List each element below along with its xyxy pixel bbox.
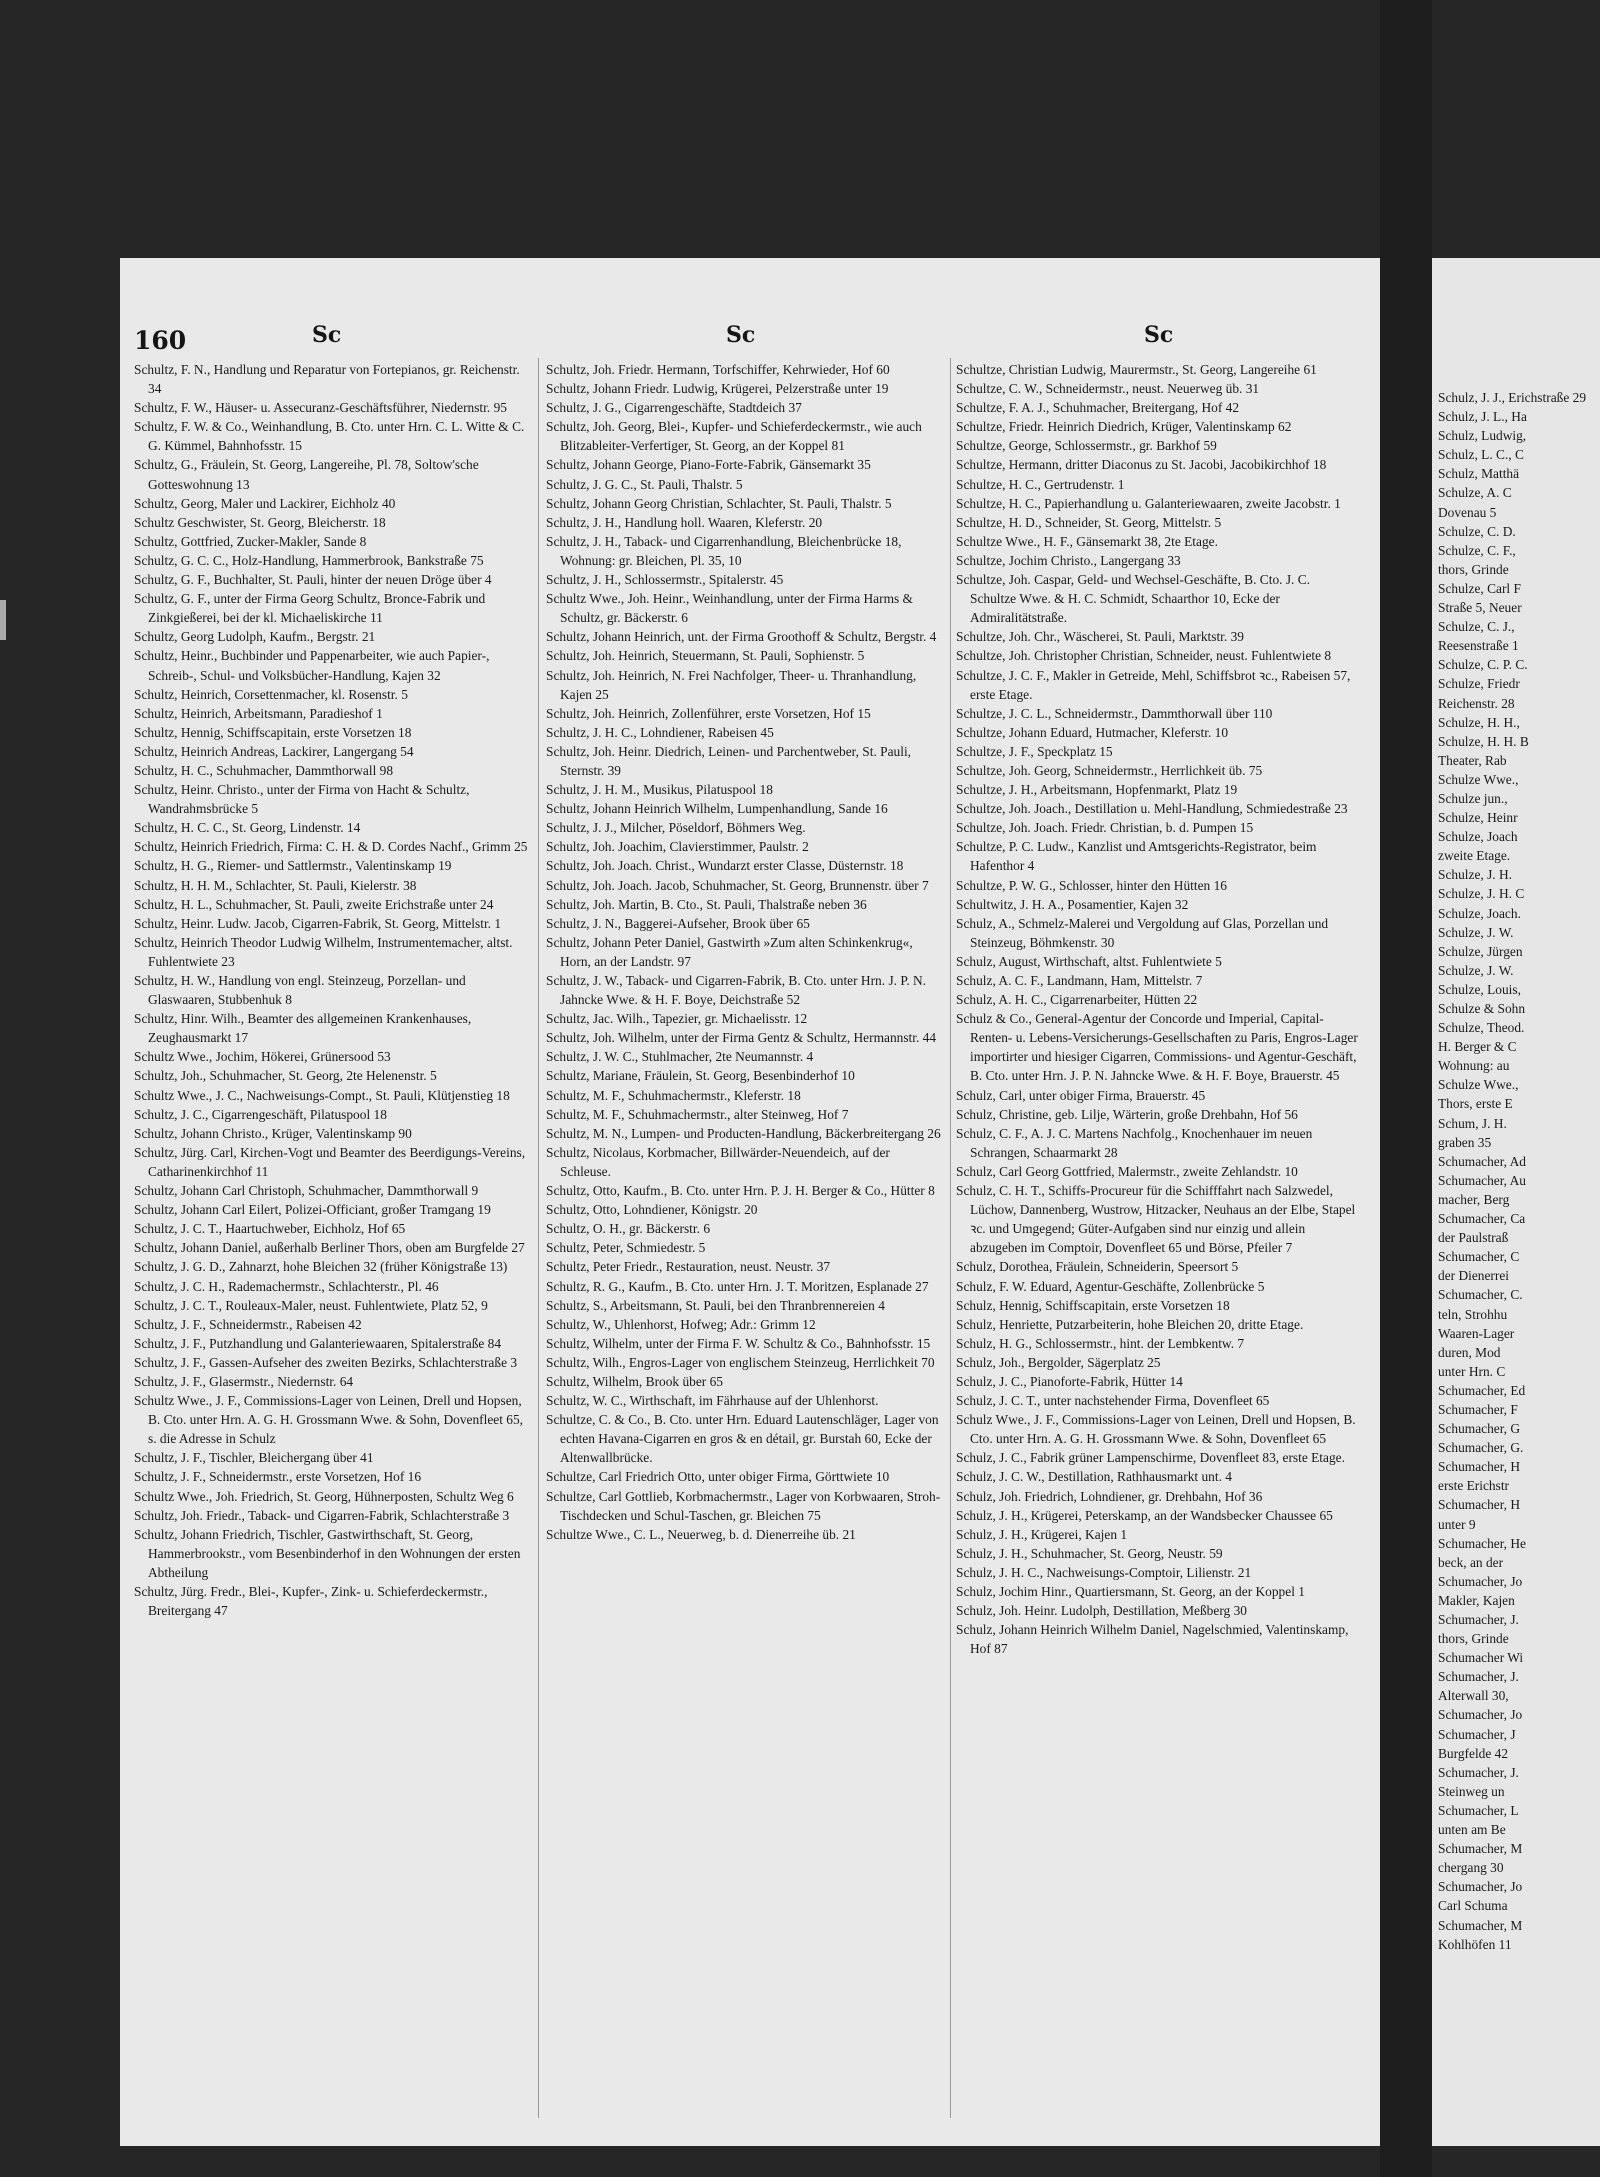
directory-entry: Schultz, O. H., gr. Bäckerstr. 6 bbox=[546, 1221, 711, 1237]
directory-entry: Schultz, J. G. C., St. Pauli, Thalstr. 5 bbox=[546, 476, 743, 492]
directory-entry: Schultz, H. L., Schuhmacher, St. Pauli, zweite Erichstraße unter 24 bbox=[134, 896, 494, 912]
directory-entry: Schultze, Joh. Christopher Christian, Schneider, neust. Fuhlentwiete 8 bbox=[956, 648, 1332, 664]
directory-entry: Schultz, G. F., Buchhalter, St. Pauli, hinter der neuen Dröge über 4 bbox=[134, 572, 492, 588]
directory-entry: Schulze Wwe., bbox=[1438, 1077, 1519, 1093]
directory-entry: Schulze, H. H. B bbox=[1438, 733, 1529, 749]
directory-entry: Schultz, S., Arbeitsmann, St. Pauli, bei den Thranbrennereien 4 bbox=[546, 1297, 885, 1313]
directory-entry: Schulze, J. H. bbox=[1438, 867, 1513, 883]
directory-entry: Schumacher, Au bbox=[1438, 1172, 1526, 1188]
directory-entry: Schulz, A. C. F., Landmann, Ham, Mittelstr. 7 bbox=[956, 973, 1203, 988]
directory-entry: Schulz, C. H. T., Schiffs-Procureur für die Schifffahrt nach Salzwedel, Lüchow, Dannenberg, Wustrow, Hitzacker, Neuhaus an der Elbe, Stapel ꝛc. und Umgegend; Güter-Aufgaben sind nur einzig und allein abzugeben im Comptoir, Dovenfleet 65 und Börse, Pfeiler 7 bbox=[956, 1183, 1356, 1256]
directory-entry: Schultz, Joh. Joachim, Clavierstimmer, Paulstr. 2 bbox=[546, 839, 809, 855]
directory-entry: Schultz, J. H. M., Musikus, Pilatuspool 18 bbox=[546, 782, 773, 798]
directory-entry: Schultze, Joh. Georg, Schneidermstr., Herrlichkeit üb. 75 bbox=[956, 762, 1263, 778]
directory-entry: Schulz, J. H., Krügerei, Peterskamp, an der Wandsbecker Chaussee 65 bbox=[956, 1507, 1333, 1523]
directory-entry: Schumacher, He bbox=[1438, 1535, 1526, 1551]
directory-entry: Kohlhöfen 11 bbox=[1438, 1936, 1512, 1952]
directory-entry: Schulz, J. J., Erichstraße 29 bbox=[1438, 390, 1587, 405]
directory-entry: Schultz, Johann Heinrich, unt. der Firma Groothoff & Schultz, Bergstr. 4 bbox=[546, 629, 937, 645]
directory-entry: Schumacher, G bbox=[1438, 1421, 1521, 1437]
directory-entry: Schultz, J. H. C., Lohndiener, Rabeisen 45 bbox=[546, 724, 774, 740]
directory-entry: Schultz, Johann Carl Christoph, Schuhmacher, Dammthorwall 9 bbox=[134, 1183, 479, 1199]
directory-entry: Schultz, Hinr. Wilh., Beamter des allgemeinen Krankenhauses, Zeughausmarkt 17 bbox=[134, 1011, 472, 1046]
directory-entry: macher, Berg bbox=[1438, 1191, 1510, 1207]
directory-entry: Schultze, P. W. G., Schlosser, hinter den Hütten 16 bbox=[956, 877, 1227, 893]
column-header-3: Sc bbox=[1144, 322, 1174, 348]
directory-entry: Schultz Wwe., Joh. Heinr., Weinhandlung, unter der Firma Harms & Schultz, gr. Bäckerstr. 6 bbox=[546, 591, 913, 626]
directory-entry: Schultze, F. A. J., Schuhmacher, Breitergang, Hof 42 bbox=[956, 400, 1240, 416]
directory-entry: Schultz, Otto, Lohndiener, Königstr. 20 bbox=[546, 1202, 758, 1218]
directory-entry: Schulze, Jürgen bbox=[1438, 943, 1523, 959]
directory-entry: Schumacher, Jo bbox=[1438, 1707, 1523, 1723]
directory-entry: Schultz, Heinrich Andreas, Lackirer, Langergang 54 bbox=[134, 743, 414, 759]
directory-entry: Schultz, Hennig, Schiffscapitain, erste Vorsetzen 18 bbox=[134, 724, 412, 740]
directory-entry: Schultz, Heinrich, Arbeitsmann, Paradieshof 1 bbox=[134, 705, 383, 721]
directory-entry: Schultz, Johann Peter Daniel, Gastwirth »Zum alten Schinkenkrug«, Horn, an der Landstr. 97 bbox=[546, 934, 913, 969]
directory-entry: Schultz, M. F., Schuhmachermstr., Kleferstr. 18 bbox=[546, 1087, 801, 1103]
directory-entry: Schultz, Nicolaus, Korbmacher, Billwärder-Neuendeich, auf der Schleuse. bbox=[546, 1144, 890, 1179]
directory-entry: Schultz, J. H., Schlossermstr., Spitalerstr. 45 bbox=[546, 572, 784, 588]
directory-entry: Reesenstraße 1 bbox=[1438, 638, 1519, 654]
directory-entry: Schulz, Carl, unter obiger Firma, Brauerstr. 45 bbox=[956, 1087, 1206, 1103]
directory-entry: Steinweg un bbox=[1438, 1783, 1505, 1799]
directory-entry: Schultz, J. C. T., Rouleaux-Maler, neust. Fuhlentwiete, Platz 52, 9 bbox=[134, 1297, 488, 1313]
directory-entry: unter 9 bbox=[1438, 1516, 1476, 1532]
entries-column-2 bbox=[546, 360, 942, 2120]
directory-entry: Schultz, M. N., Lumpen- und Producten-Handlung, Bäckerbreitergang 26 bbox=[546, 1125, 941, 1141]
directory-entry: duren, Mod bbox=[1438, 1344, 1501, 1360]
directory-entry: Schulz, A., Schmelz-Malerei und Vergoldung auf Glas, Porzellan und Steinzeug, Böhmkenstr. 30 bbox=[956, 915, 1329, 950]
directory-entry: Schultz, Joh. Friedr. Hermann, Torfschiffer, Kehrwieder, Hof 60 bbox=[546, 362, 890, 377]
directory-entry: Schulz, Jochim Hinr., Quartiersmann, St. Georg, an der Koppel 1 bbox=[956, 1584, 1305, 1599]
directory-entry: Schulze, J. H. C bbox=[1438, 886, 1525, 902]
directory-entry: Schultz, J. F., Glasermstr., Niedernstr. 64 bbox=[134, 1373, 354, 1389]
directory-entry: Schultz, Gottfried, Zucker-Makler, Sande 8 bbox=[134, 533, 367, 549]
directory-entry: Schultz, Otto, Kaufm., B. Cto. unter Hrn. P. J. H. Berger & Co., Hütter 8 bbox=[546, 1183, 935, 1199]
directory-entry: Schulz, August, Wirthschaft, altst. Fuhlentwiete 5 bbox=[956, 953, 1222, 969]
directory-entry: Schulz, J. H., Krügerei, Kajen 1 bbox=[956, 1526, 1128, 1542]
directory-entry: Schultz, Georg, Maler und Lackirer, Eichholz 40 bbox=[134, 495, 396, 511]
directory-entry: Schultz, Jürg. Carl, Kirchen-Vogt und Beamter des Beerdigungs-Vereins, Catharinenkirchhof 11 bbox=[134, 1144, 526, 1179]
directory-entry: Schultz, H. G., Riemer- und Sattlermstr., Valentinskamp 19 bbox=[134, 858, 452, 874]
directory-entry: Schumacher, J bbox=[1438, 1726, 1516, 1742]
directory-entry: Schultze, Joh. Joach., Destillation u. Mehl-Handlung, Schmiedestraße 23 bbox=[956, 801, 1348, 817]
directory-entry: Schultz, Joh. Heinrich, Zollenführer, erste Vorsetzen, Hof 15 bbox=[546, 705, 871, 721]
column-divider bbox=[950, 358, 951, 2118]
entries-column-adjacent bbox=[1438, 388, 1600, 2108]
directory-entry: Schultz Wwe., J. F., Commissions-Lager von Leinen, Drell und Hopsen, B. Cto. unter Hrn. A. G. H. Grossmann Wwe. & Sohn, Dovenfleet 65, s. die Adresse in Schulz bbox=[134, 1393, 524, 1447]
column-header-1: Sc bbox=[312, 322, 342, 348]
directory-entry: Schultze, Jochim Christo., Langergang 33 bbox=[956, 552, 1181, 568]
directory-entry: Schumacher, Ed bbox=[1438, 1382, 1526, 1398]
directory-entry: Schultz, Wilhelm, Brook über 65 bbox=[546, 1373, 723, 1389]
directory-entry: Schumacher, H bbox=[1438, 1459, 1521, 1475]
directory-entry: Schumacher Wi bbox=[1438, 1650, 1524, 1666]
directory-entry: Schultze Wwe., H. F., Gänsemarkt 38, 2te Etage. bbox=[956, 533, 1218, 549]
directory-entry: Schulz, Ludwig, bbox=[1438, 428, 1527, 444]
directory-entry: Schultz, Heinr. Christo., unter der Firma von Hacht & Schultz, Wandrahmsbrücke 5 bbox=[134, 782, 470, 817]
directory-entry: Schultz, H. C. C., St. Georg, Lindenstr. 14 bbox=[134, 820, 361, 836]
directory-entry: Schulze, C. J., bbox=[1438, 619, 1515, 635]
directory-entry: Schulz, Hennig, Schiffscapitain, erste Vorsetzen 18 bbox=[956, 1297, 1230, 1313]
directory-entry: Schultz, Heinr. Ludw. Jacob, Cigarren-Fabrik, St. Georg, Mittelstr. 1 bbox=[134, 915, 502, 931]
directory-entry: Schumacher, C bbox=[1438, 1249, 1520, 1265]
directory-entry: Waaren-Lager bbox=[1438, 1325, 1515, 1341]
directory-entry: Schultz, G. C. C., Holz-Handlung, Hammerbrook, Bankstraße 75 bbox=[134, 552, 484, 568]
directory-entry: Schultze, J. H., Arbeitsmann, Hopfenmarkt, Platz 19 bbox=[956, 782, 1238, 798]
directory-entry: Schulz, C. F., A. J. C. Martens Nachfolg., Knochenhauer im neuen Schrangen, Schaarmarkt 28 bbox=[956, 1125, 1313, 1160]
directory-entry: Schulze, H. H., bbox=[1438, 714, 1520, 730]
directory-entry: Schultz Wwe., Joh. Friedrich, St. Georg, Hühnerposten, Schultz Weg 6 bbox=[134, 1488, 514, 1504]
directory-entry: Schultze, J. C. F., Makler in Getreide, Mehl, Schiffsbrot ꝛc., Rabeisen 57, erste Etage. bbox=[956, 667, 1351, 702]
directory-entry: Schultz, W. C., Wirthschaft, im Fährhause auf der Uhlenhorst. bbox=[546, 1393, 879, 1409]
directory-entry: Schulz, J. C., Pianoforte-Fabrik, Hütter 14 bbox=[956, 1373, 1183, 1389]
directory-entry: Schulz, Carl Georg Gottfried, Malermstr., zweite Zehlandstr. 10 bbox=[956, 1163, 1298, 1179]
directory-entry: Schulze, C. F., bbox=[1438, 542, 1516, 558]
directory-entry: Schumacher, Ad bbox=[1438, 1153, 1526, 1169]
directory-entry: Schultz, Johann Christo., Krüger, Valentinskamp 90 bbox=[134, 1125, 412, 1141]
directory-entry: Schultze, C. W., Schneidermstr., neust. Neuerweg üb. 31 bbox=[956, 381, 1260, 397]
directory-entry: Schulze, Friedr bbox=[1438, 676, 1520, 692]
directory-entry: Schultz, F. W. & Co., Weinhandlung, B. Cto. unter Hrn. C. L. Witte & C. G. Kümmel, Bahnhofsstr. 15 bbox=[134, 419, 525, 454]
directory-entry: Schumacher, J. bbox=[1438, 1669, 1519, 1685]
directory-entry: Schultz, Heinrich, Corsettenmacher, kl. Rosenstr. 5 bbox=[134, 686, 408, 702]
directory-entry: Schulze & Sohn bbox=[1438, 1001, 1526, 1016]
directory-entry: Schultz, R. G., Kaufm., B. Cto. unter Hrn. J. T. Moritzen, Esplanade 27 bbox=[546, 1278, 929, 1294]
directory-entry: Schulze, Joach. bbox=[1438, 905, 1521, 921]
page-gutter-shadow bbox=[1380, 0, 1432, 2177]
directory-entry: Schulze, Theod. bbox=[1438, 1020, 1525, 1036]
directory-entry: Schultze, Joh. Chr., Wäscherei, St. Pauli, Marktstr. 39 bbox=[956, 629, 1244, 645]
directory-entry: Schultz Wwe., J. C., Nachweisungs-Compt., St. Pauli, Klütjenstieg 18 bbox=[134, 1087, 510, 1103]
directory-entry: Schumacher, M bbox=[1438, 1917, 1523, 1933]
directory-entry: Schultz, Mariane, Fräulein, St. Georg, Besenbinderhof 10 bbox=[546, 1068, 855, 1084]
directory-entry: teln, Strohhu bbox=[1438, 1306, 1508, 1322]
directory-entry: Reichenstr. 28 bbox=[1438, 695, 1515, 711]
directory-entry: Schultz, M. F., Schuhmachermstr., alter Steinweg, Hof 7 bbox=[546, 1106, 849, 1122]
directory-entry: Schulz, F. W. Eduard, Agentur-Geschäfte, Zollenbrücke 5 bbox=[956, 1278, 1265, 1294]
directory-entry: Schulze, J. W. bbox=[1438, 962, 1514, 978]
directory-entry: Schulz, Henriette, Putzarbeiterin, hohe Bleichen 20, dritte Etage. bbox=[956, 1316, 1304, 1332]
directory-entry: Schultz, Joh. Heinrich, N. Frei Nachfolger, Theer- u. Thranhandlung, Kajen 25 bbox=[546, 667, 917, 702]
directory-entry: Schultz, J. F., Gassen-Aufseher des zweiten Bezirks, Schlachterstraße 3 bbox=[134, 1354, 518, 1370]
directory-entry: Schultz Wwe., Jochim, Hökerei, Grünersood 53 bbox=[134, 1049, 391, 1065]
directory-entry: erste Erichstr bbox=[1438, 1478, 1510, 1494]
directory-entry: Schultz Geschwister, St. Georg, Bleicherstr. 18 bbox=[134, 514, 386, 530]
directory-entry: Schultz, Wilhelm, unter der Firma F. W. Schultz & Co., Bahnhofsstr. 15 bbox=[546, 1335, 931, 1351]
directory-entry: Schulz, J. H. C., Nachweisungs-Comptoir, Lilienstr. 21 bbox=[956, 1564, 1252, 1580]
directory-entry: unten am Be bbox=[1438, 1822, 1506, 1838]
directory-entry: Schultze, P. C. Ludw., Kanzlist und Amtsgerichts-Registrator, beim Hafenthor 4 bbox=[956, 839, 1317, 874]
directory-entry: Schumacher, F bbox=[1438, 1401, 1518, 1417]
page-number: 160 bbox=[134, 326, 187, 355]
directory-entry: Schulz, Dorothea, Fräulein, Schneiderin, Speersort 5 bbox=[956, 1259, 1239, 1275]
directory-entry: Schultz, Joh. Heinrich, Steuermann, St. Pauli, Sophienstr. 5 bbox=[546, 648, 865, 664]
directory-entry: Schultz, J. H., Handlung holl. Waaren, Kleferstr. 20 bbox=[546, 514, 823, 530]
directory-entry: Schultz, J. J., Milcher, Pöseldorf, Böhmers Weg. bbox=[546, 820, 806, 836]
directory-entry: Schulz, J. C., Fabrik grüner Lampenschirme, Dovenfleet 83, erste Etage. bbox=[956, 1450, 1345, 1466]
directory-entry: Schultze, H. C., Gertrudenstr. 1 bbox=[956, 476, 1125, 492]
directory-entry: Schultz, Peter, Schmiedestr. 5 bbox=[546, 1240, 706, 1256]
directory-entry: Schultz, H. C., Schuhmacher, Dammthorwall 98 bbox=[134, 762, 394, 778]
directory-entry: Schulze, J. W. bbox=[1438, 924, 1514, 940]
directory-entry: thors, Grinde bbox=[1438, 561, 1509, 577]
directory-entry: Schultz, J. F., Schneidermstr., erste Vorsetzen, Hof 16 bbox=[134, 1469, 422, 1485]
directory-entry: Schumacher, J. bbox=[1438, 1612, 1519, 1627]
directory-entry: Dovenau 5 bbox=[1438, 504, 1497, 520]
directory-entry: Schulz, Matthä bbox=[1438, 466, 1520, 482]
directory-entry: Schultz, J. H., Taback- und Cigarrenhandlung, Bleichenbrücke 18, Wohnung: gr. Bleichen, Pl. 35, 10 bbox=[546, 533, 902, 568]
directory-entry: Schultz, J. C., Cigarrengeschäft, Pilatuspool 18 bbox=[134, 1106, 387, 1122]
directory-entry: Schultz, J. F., Tischler, Bleichergang über 41 bbox=[134, 1450, 374, 1466]
directory-entry: Schultze, Joh. Joach. Friedr. Christian, b. d. Pumpen 15 bbox=[956, 820, 1254, 836]
directory-entry: Schulze, Joach bbox=[1438, 829, 1518, 845]
directory-entry: Makler, Kajen bbox=[1438, 1592, 1515, 1608]
directory-entry: Schulz Wwe., J. F., Commissions-Lager von Leinen, Drell und Hopsen, B. Cto. unter Hrn. A. G. H. Grossmann Wwe. & Sohn, Dovenfleet 65 bbox=[956, 1412, 1356, 1447]
directory-entry: Schulze, C. P. C. bbox=[1438, 657, 1528, 673]
adjacent-page bbox=[1432, 258, 1600, 2146]
directory-entry: Schultz, Peter Friedr., Restauration, neust. Neustr. 37 bbox=[546, 1259, 831, 1275]
directory-entry: zweite Etage. bbox=[1438, 848, 1511, 864]
directory-entry: Schultze, Carl Friedrich Otto, unter obiger Firma, Görttwiete 10 bbox=[546, 1469, 890, 1485]
directory-entry: Schultze, Friedr. Heinrich Diedrich, Krüger, Valentinskamp 62 bbox=[956, 419, 1292, 435]
directory-entry: Schulze jun., bbox=[1438, 790, 1508, 806]
directory-entry: Schultz, G. F., unter der Firma Georg Schultz, Bronce-Fabrik und Zinkgießerei, bei der kl. Michaeliskirche 11 bbox=[134, 591, 486, 626]
directory-entry: Schultz, Georg Ludolph, Kaufm., Bergstr. 21 bbox=[134, 629, 376, 645]
directory-entry: Schulz, Joh. Heinr. Ludolph, Destillation, Meßberg 30 bbox=[956, 1603, 1247, 1619]
directory-entry: Schultz, Heinr., Buchbinder und Pappenarbeiter, wie auch Papier-, Schreib-, Schul- und Volksbücher-Handlung, Kajen 32 bbox=[134, 648, 490, 683]
directory-entry: Schumacher, C. bbox=[1438, 1287, 1523, 1303]
directory-entry: thors, Grinde bbox=[1438, 1631, 1509, 1647]
directory-entry: Schultze, Hermann, dritter Diaconus zu St. Jacobi, Jacobikirchhof 18 bbox=[956, 457, 1327, 473]
directory-entry: Schultz, Johann Daniel, außerhalb Berliner Thors, oben am Burgfelde 27 bbox=[134, 1240, 525, 1256]
directory-entry: Schultze, C. & Co., B. Cto. unter Hrn. Eduard Lautenschläger, Lager von echten Havana-Cigarren en gros & en détail, gr. Burstah 60, Ecke der Altenwallbrücke. bbox=[546, 1412, 939, 1466]
directory-entry: Schultze, H. D., Schneider, St. Georg, Mittelstr. 5 bbox=[956, 514, 1222, 530]
directory-entry: Schumacher, Jo bbox=[1438, 1573, 1523, 1589]
column-header-2: Sc bbox=[726, 322, 756, 348]
directory-entry: der Dienerrei bbox=[1438, 1268, 1510, 1284]
directory-entry: Schulz, A. H. C., Cigarrenarbeiter, Hütten 22 bbox=[956, 992, 1198, 1008]
directory-entry: Schulz, Christine, geb. Lilje, Wärterin, große Drehbahn, Hof 56 bbox=[956, 1106, 1298, 1122]
directory-entry: Schulze, C. D. bbox=[1438, 523, 1516, 539]
directory-entry: Schultz, Heinrich Theodor Ludwig Wilhelm, Instrumentemacher, altst. Fuhlentwiete 23 bbox=[134, 934, 513, 969]
directory-entry: Schultze, J. F., Speckplatz 15 bbox=[956, 743, 1113, 759]
directory-entry: Schultz, Johann Georg Christian, Schlachter, St. Pauli, Thalstr. 5 bbox=[546, 495, 892, 511]
directory-entry: Schumacher, M bbox=[1438, 1841, 1523, 1857]
directory-entry: Schultz, Joh., Schuhmacher, St. Georg, 2te Helenenstr. 5 bbox=[134, 1068, 437, 1084]
directory-entry: Schulz, Joh. Friedrich, Lohndiener, gr. Drehbahn, Hof 36 bbox=[956, 1488, 1263, 1504]
entries-column-1 bbox=[134, 360, 530, 2120]
directory-entry: Schumacher, G. bbox=[1438, 1440, 1524, 1456]
directory-entry: Schulz, H. G., Schlossermstr., hint. der Lembkentw. 7 bbox=[956, 1335, 1245, 1351]
directory-entry: Schultze, H. C., Papierhandlung u. Galanteriewaaren, zweite Jacobstr. 1 bbox=[956, 495, 1341, 511]
directory-entry: Schultze, Carl Gottlieb, Korbmachermstr., Lager von Korbwaaren, Stroh-Tischdecken und Schul-Taschen, gr. Bleichen 75 bbox=[546, 1488, 941, 1523]
directory-entry: Straße 5, Neuer bbox=[1438, 600, 1522, 616]
directory-entry: Wohnung: au bbox=[1438, 1058, 1510, 1074]
directory-entry: Schulz, L. C., C bbox=[1438, 447, 1524, 463]
directory-page bbox=[120, 258, 1380, 2146]
directory-entry: Schumacher, Jo bbox=[1438, 1879, 1523, 1895]
directory-entry: Schumacher, H bbox=[1438, 1497, 1521, 1513]
directory-entry: Schulze, A. C bbox=[1438, 485, 1512, 501]
directory-entry: Schultz, Johann Friedr. Ludwig, Krügerei, Pelzerstraße unter 19 bbox=[546, 381, 889, 397]
directory-entry: Schultz, Johann Heinrich Wilhelm, Lumpenhandlung, Sande 16 bbox=[546, 801, 888, 817]
directory-entry: Schulz, Johann Heinrich Wilhelm Daniel, Nagelschmied, Valentinskamp, Hof 87 bbox=[956, 1622, 1349, 1657]
directory-entry: Schultze, Christian Ludwig, Maurermstr., St. Georg, Langereihe 61 bbox=[956, 362, 1317, 377]
directory-entry: Schultz, F. W., Häuser- u. Assecuranz-Geschäftsführer, Niedernstr. 95 bbox=[134, 400, 507, 416]
directory-entry: Schulz, J. H., Schuhmacher, St. Georg, Neustr. 59 bbox=[956, 1545, 1223, 1561]
directory-entry: Schultz, Johann George, Piano-Forte-Fabrik, Gänsemarkt 35 bbox=[546, 457, 871, 473]
directory-entry: Schultz, H. H. M., Schlachter, St. Pauli, Kielerstr. 38 bbox=[134, 877, 417, 893]
directory-entry: Schultz, J. F., Putzhandlung und Galanteriewaaren, Spitalerstraße 84 bbox=[134, 1335, 502, 1351]
directory-entry: Schultz, Heinrich Friedrich, Firma: C. H. & D. Cordes Nachf., Grimm 25 bbox=[134, 839, 528, 855]
directory-entry: Schulze, Heinr bbox=[1438, 810, 1518, 826]
directory-entry: Schultz, Joh. Joach. Christ., Wundarzt erster Classe, Düsternstr. 18 bbox=[546, 858, 904, 874]
column-divider bbox=[538, 358, 539, 2118]
directory-entry: Schultz, J. C. T., Haartuchweber, Eichholz, Hof 65 bbox=[134, 1221, 406, 1237]
directory-entry: Schultz, F. N., Handlung und Reparatur von Fortepianos, gr. Reichenstr. 34 bbox=[134, 362, 520, 397]
left-margin-mark bbox=[0, 600, 6, 640]
directory-entry: Schultze, Johann Eduard, Hutmacher, Kleferstr. 10 bbox=[956, 724, 1229, 740]
directory-entry: Schultz, J. W., Taback- und Cigarren-Fabrik, B. Cto. unter Hrn. J. P. N. Jahncke Wwe. & H. F. Boye, Deichstraße 52 bbox=[546, 973, 927, 1008]
directory-entry: Schultz, Johann Friedrich, Tischler, Gastwirthschaft, St. Georg, Hammerbrookstr., vom Besenbinderhof in den Wohnungen der ersten Abtheilung bbox=[134, 1526, 521, 1580]
entries-column-3 bbox=[956, 360, 1358, 2120]
directory-entry: graben 35 bbox=[1438, 1134, 1492, 1150]
directory-entry: Schultz, Joh. Wilhelm, unter der Firma Gentz & Schultz, Hermannstr. 44 bbox=[546, 1030, 937, 1046]
directory-entry: Schultz, Johann Carl Eilert, Polizei-Officiant, großer Tramgang 19 bbox=[134, 1202, 491, 1218]
directory-entry: Schulz & Co., General-Agentur der Concorde und Imperial, Capital-Renten- u. Lebens-Versicherungs-Gesellschaften zu Paris, Engros-Lager importirter und hiesiger Cigarren, Commissions- und Agentur-Geschäft, B. Cto. unter Hrn. J. P. N. Jahncke Wwe. & H. F. Boye, Brauerstr. 45 bbox=[956, 1011, 1358, 1084]
directory-entry: Schulz, J. C. W., Destillation, Rathhausmarkt unt. 4 bbox=[956, 1469, 1232, 1485]
directory-entry: Schumacher, L bbox=[1438, 1802, 1519, 1818]
directory-entry: Schultz, Joh. Heinr. Diedrich, Leinen- und Parchentweber, St. Pauli, Sternstr. 39 bbox=[546, 743, 912, 778]
directory-entry: Schultz, Joh. Martin, B. Cto., St. Pauli, Thalstraße neben 36 bbox=[546, 896, 867, 912]
directory-entry: Schultz, J. C. H., Rademachermstr., Schlachterstr., Pl. 46 bbox=[134, 1278, 439, 1294]
directory-entry: Schultze, George, Schlossermstr., gr. Barkhof 59 bbox=[956, 438, 1217, 454]
directory-entry: Schultz, J. W. C., Stuhlmacher, 2te Neumannstr. 4 bbox=[546, 1049, 814, 1065]
directory-entry: Schultz, J. G., Cigarrengeschäfte, Stadtdeich 37 bbox=[546, 400, 802, 416]
directory-entry: Schulze, Louis, bbox=[1438, 981, 1521, 997]
directory-entry: Schultz, W., Uhlenhorst, Hofweg; Adr.: Grimm 12 bbox=[546, 1316, 816, 1332]
directory-entry: Schulz, J. L., Ha bbox=[1438, 409, 1527, 425]
directory-entry: Burgfelde 42 bbox=[1438, 1745, 1509, 1761]
directory-entry: Schum, J. H. bbox=[1438, 1115, 1507, 1131]
directory-entry: beck, an der bbox=[1438, 1554, 1504, 1570]
directory-entry: Schulze Wwe., bbox=[1438, 771, 1519, 787]
directory-entry: Schultz, Jac. Wilh., Tapezier, gr. Michaelisstr. 12 bbox=[546, 1011, 808, 1027]
directory-entry: Schultze, J. C. L., Schneidermstr., Dammthorwall über 110 bbox=[956, 705, 1273, 721]
directory-entry: Schumacher, Ca bbox=[1438, 1211, 1526, 1227]
directory-entry: Schultz, J. G. D., Zahnarzt, hohe Bleichen 32 (früher Königstraße 13) bbox=[134, 1259, 508, 1275]
directory-entry: Schultz, H. W., Handlung von engl. Steinzeug, Porzellan- und Glaswaaren, Stubbenhuk 8 bbox=[134, 973, 466, 1008]
directory-entry: Schultz, Joh. Georg, Blei-, Kupfer- und Schieferdeckermstr., wie auch Blitzableiter-Verfertiger, St. Georg, an der Koppel 81 bbox=[546, 419, 922, 454]
directory-entry: Thors, erste E bbox=[1438, 1096, 1513, 1112]
directory-entry: Schultze Wwe., C. L., Neuerweg, b. d. Dienerreihe üb. 21 bbox=[546, 1526, 856, 1542]
directory-entry: Schulz, Joh., Bergolder, Sägerplatz 25 bbox=[956, 1354, 1161, 1370]
directory-entry: chergang 30 bbox=[1438, 1860, 1504, 1876]
directory-entry: Schultz, Joh. Joach. Jacob, Schuhmacher, St. Georg, Brunnenstr. über 7 bbox=[546, 877, 929, 893]
directory-entry: Schultz, Wilh., Engros-Lager von englischem Steinzeug, Herrlichkeit 70 bbox=[546, 1354, 935, 1370]
directory-entry: Schultz, Joh. Friedr., Taback- und Cigarren-Fabrik, Schlachterstraße 3 bbox=[134, 1507, 510, 1523]
directory-entry: Carl Schuma bbox=[1438, 1898, 1508, 1914]
directory-entry: Schultz, J. F., Schneidermstr., Rabeisen 42 bbox=[134, 1316, 362, 1332]
directory-entry: Schultz, J. N., Baggerei-Aufseher, Brook über 65 bbox=[546, 915, 810, 931]
directory-entry: Schulz, J. C. T., unter nachstehender Firma, Dovenfleet 65 bbox=[956, 1393, 1270, 1409]
directory-entry: Schultz, G., Fräulein, St. Georg, Langereihe, Pl. 78, Soltow'sche Gotteswohnung 13 bbox=[134, 457, 479, 492]
directory-entry: Schultz, Jürg. Fredr., Blei-, Kupfer-, Zink- u. Schieferdeckermstr., Breitergang 47 bbox=[134, 1584, 488, 1619]
directory-entry: Schumacher, J. bbox=[1438, 1764, 1519, 1780]
directory-entry: Alterwall 30, bbox=[1438, 1688, 1509, 1704]
directory-entry: Schultwitz, J. H. A., Posamentier, Kajen 32 bbox=[956, 896, 1189, 912]
directory-entry: Theater, Rab bbox=[1438, 752, 1507, 768]
directory-entry: Schultze, Joh. Caspar, Geld- und Wechsel-Geschäfte, B. Cto. J. C. Schultze Wwe. & H. C. Schmidt, Schaarthor 10, Ecke der Admiralitätstraße. bbox=[956, 572, 1311, 626]
directory-entry: der Paulstraß bbox=[1438, 1230, 1509, 1246]
directory-entry: unter Hrn. C bbox=[1438, 1363, 1506, 1379]
directory-entry: H. Berger & C bbox=[1438, 1039, 1517, 1055]
directory-entry: Schulze, Carl F bbox=[1438, 580, 1521, 596]
